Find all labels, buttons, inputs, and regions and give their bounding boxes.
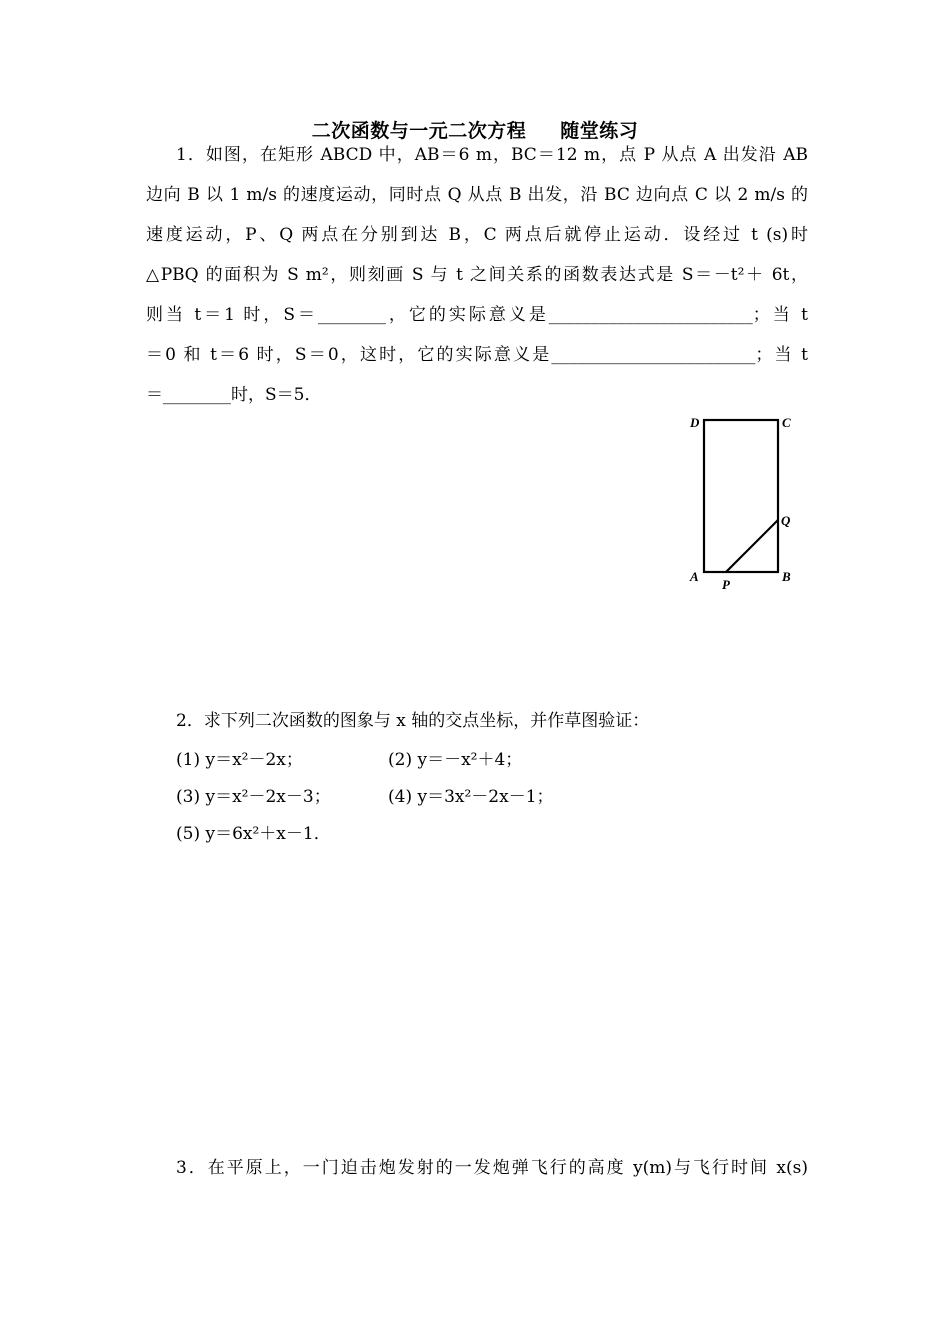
q1-line: ＝________时，S＝5． — [146, 385, 322, 405]
question-2-heading: 2．求下列二次函数的图象与 x 轴的交点坐标，并作草图验证： — [176, 711, 650, 731]
q2-item-3: (3) y＝x²－2x－3； — [176, 787, 331, 807]
rectangle-figure — [680, 405, 810, 595]
rectangle-abcd — [704, 420, 778, 572]
q1-line: 1．如图，在矩形 ABCD 中，AB＝6 m，BC＝12 m，点 P 从点 A 出发沿 AB — [176, 145, 808, 165]
q2-item-5: (5) y＝6x²＋x－1． — [176, 824, 331, 844]
q2-item-4: (4) y＝3x²－2x－1； — [388, 787, 554, 807]
rectangle-diagram — [680, 405, 810, 595]
q1-line: 则当 t＝1 时，S＝________，它的实际意义是________________________；当 t — [146, 305, 808, 325]
label-c: C — [782, 415, 791, 430]
question-3 — [176, 1148, 808, 1188]
page-title: 二次函数与一元二次方程 随堂练习 — [311, 120, 639, 142]
label-p: P — [722, 577, 730, 592]
q2-item-2: (2) y＝－x²＋4； — [388, 750, 523, 770]
q1-line: 边向 B 以 1 m/s 的速度运动，同时点 Q 从点 B 出发，沿 BC 边向点 C 以 2 m/s 的 — [146, 185, 808, 205]
q3-line: 3．在平原上，一门迫击炮发射的一发炮弹飞行的高度 y(m)与飞行时间 x(s) — [176, 1158, 808, 1178]
q1-line: 速度运动，P、Q 两点在分别到达 B，C 两点后就停止运动．设经过 t (s)时 — [146, 225, 808, 245]
label-b: B — [782, 569, 791, 584]
label-a: A — [690, 569, 699, 584]
q1-line: △PBQ 的面积为 S m²，则刻画 S 与 t 之间关系的函数表达式是 S＝－t²＋ 6t， — [146, 265, 808, 285]
segment-pq — [726, 520, 778, 572]
label-d: D — [690, 415, 700, 430]
label-q: Q — [781, 513, 791, 528]
question-1 — [146, 135, 808, 415]
q2-item-1: (1) y＝x²－2x； — [176, 750, 303, 770]
q1-line: ＝0 和 t＝6 时，S＝0，这时，它的实际意义是________________________；当 t — [146, 345, 808, 365]
